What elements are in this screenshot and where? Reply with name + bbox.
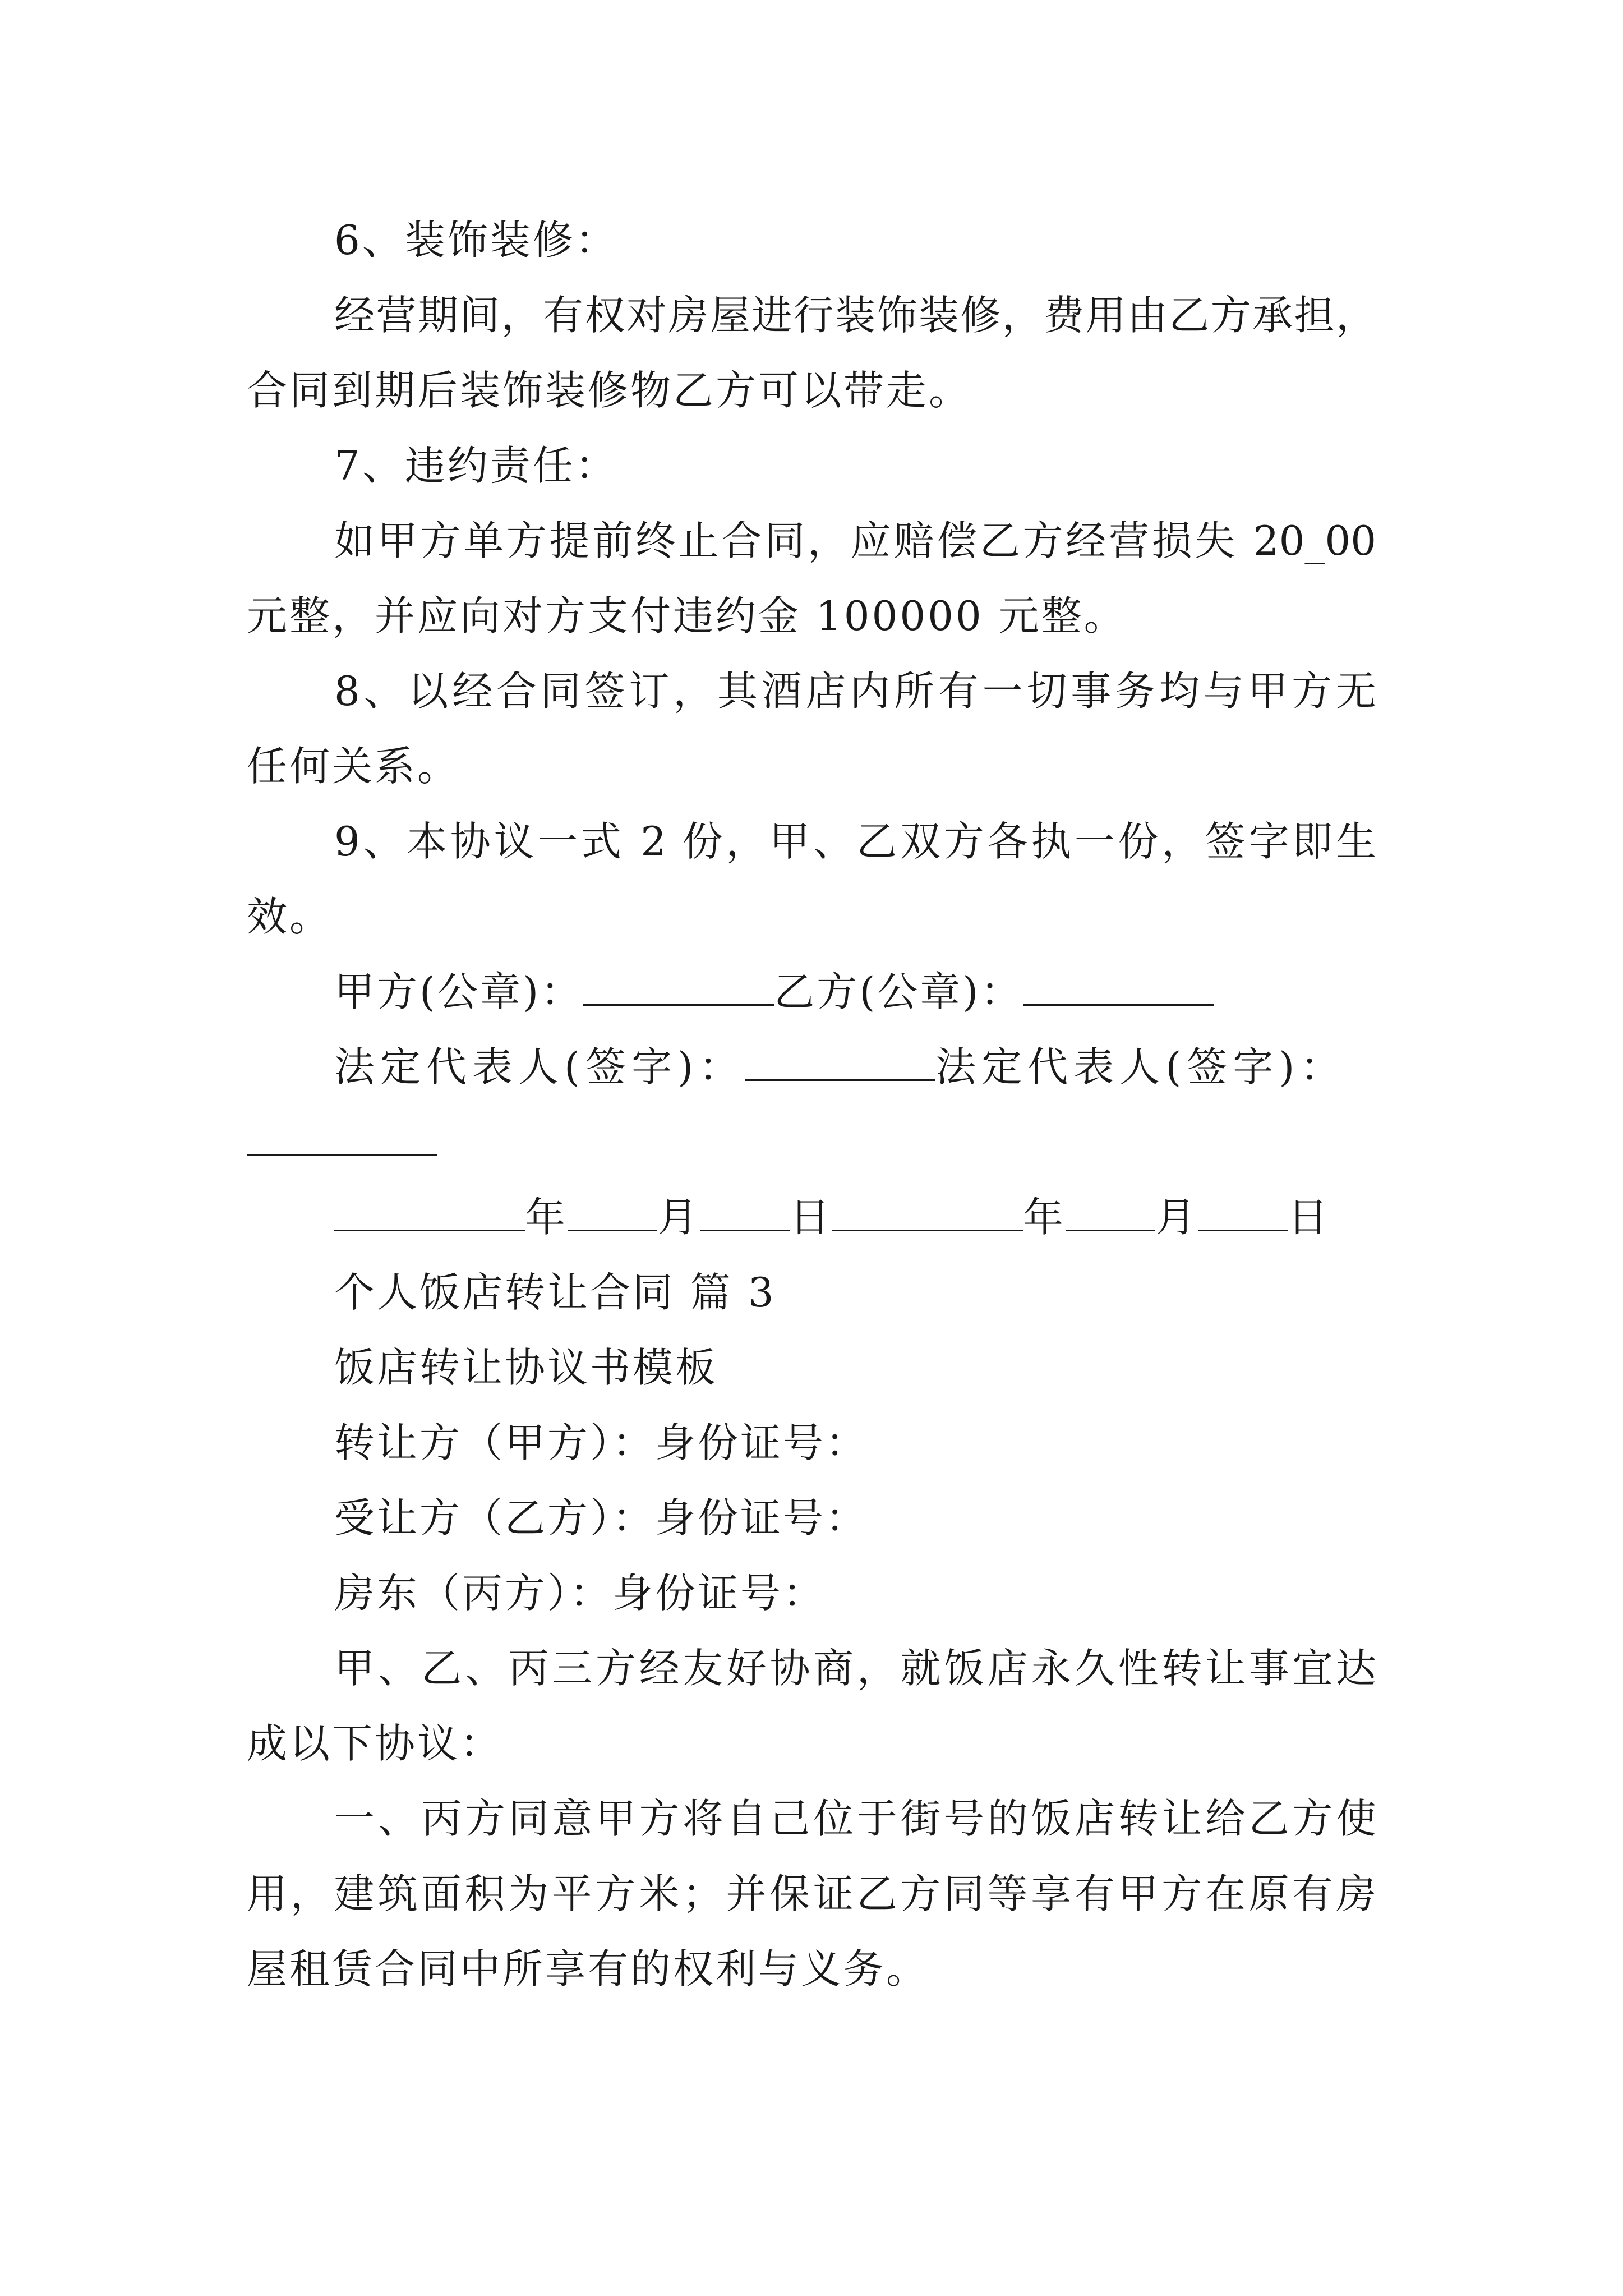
transferee-line: 受让方（乙方）：身份证号： bbox=[334, 1494, 869, 1542]
paragraph-line: 9、本协议一式 2 份，甲、乙双方各执一份，签字即生 bbox=[334, 818, 1376, 865]
date-b-day-label: 日 bbox=[1288, 1194, 1331, 1241]
paragraph-line: 屋租赁合同中所享有的权利与义务。 bbox=[247, 1945, 929, 1993]
paragraph-line: 合同到期后装饰装修物乙方可以带走。 bbox=[247, 367, 972, 414]
party-a-seal-blank bbox=[583, 965, 774, 1006]
date-a-month-label: 月 bbox=[657, 1194, 700, 1241]
party-a-rep-label: 法定代表人(签字)： bbox=[334, 1043, 745, 1091]
party-b-rep-blank bbox=[247, 1115, 437, 1156]
transferor-line: 转让方（甲方）：身份证号： bbox=[334, 1419, 869, 1466]
contract-title: 个人饭店转让合同 篇 3 bbox=[334, 1269, 776, 1316]
date-a-year-label: 年 bbox=[525, 1194, 568, 1241]
party-b-seal-label: 乙方(公章)： bbox=[774, 968, 1023, 1015]
date-a-day-label: 日 bbox=[790, 1194, 833, 1241]
paragraph-line: 用，建筑面积为平方米；并保证乙方同等享有甲方在原有房 bbox=[247, 1870, 1376, 1917]
party-a-rep-blank bbox=[745, 1040, 935, 1081]
party-b-rep-label: 法定代表人(签字)： bbox=[935, 1043, 1347, 1091]
paragraph-line: 元整，并应向对方支付违约金 100000 元整。 bbox=[247, 592, 1127, 639]
date-b-month-blank bbox=[1066, 1190, 1155, 1231]
representative-overflow-row bbox=[247, 1114, 437, 1170]
paragraph-line: 成以下协议： bbox=[247, 1720, 503, 1767]
date-a-day-blank bbox=[700, 1190, 790, 1231]
seal-signature-row bbox=[334, 964, 1214, 1020]
party-b-seal-blank bbox=[1023, 965, 1214, 1006]
date-b-month-label: 月 bbox=[1155, 1194, 1198, 1241]
landlord-line: 房东（丙方）：身份证号： bbox=[334, 1570, 826, 1617]
section-7-heading: 7、违约责任： bbox=[334, 442, 618, 489]
date-row bbox=[334, 1189, 1330, 1245]
date-a-month-blank bbox=[568, 1190, 657, 1231]
date-b-year-blank bbox=[832, 1190, 1023, 1231]
paragraph-line: 甲、乙、丙三方经友好协商，就饭店永久性转让事宜达 bbox=[334, 1645, 1376, 1692]
date-a-year-blank bbox=[334, 1190, 525, 1231]
paragraph-line: 效。 bbox=[247, 893, 333, 940]
agreement-subtitle: 饭店转让协议书模板 bbox=[334, 1344, 718, 1391]
date-b-year-label: 年 bbox=[1023, 1194, 1066, 1241]
paragraph-line: 一、丙方同意甲方将自己位于街号的饭店转让给乙方使 bbox=[334, 1795, 1376, 1842]
paragraph-line: 经营期间，有权对房屋进行装饰装修，费用由乙方承担， bbox=[334, 292, 1376, 339]
paragraph-line: 任何关系。 bbox=[247, 743, 460, 790]
party-a-seal-label: 甲方(公章)： bbox=[334, 968, 584, 1015]
paragraph-line: 8、以经合同签订，其酒店内所有一切事务均与甲方无 bbox=[334, 668, 1376, 715]
date-b-day-blank bbox=[1198, 1190, 1288, 1231]
paragraph-line: 如甲方单方提前终止合同，应赔偿乙方经营损失 20_00 bbox=[334, 517, 1376, 564]
representative-signature-row bbox=[334, 1039, 1346, 1095]
section-6-heading: 6、装饰装修： bbox=[334, 217, 618, 264]
